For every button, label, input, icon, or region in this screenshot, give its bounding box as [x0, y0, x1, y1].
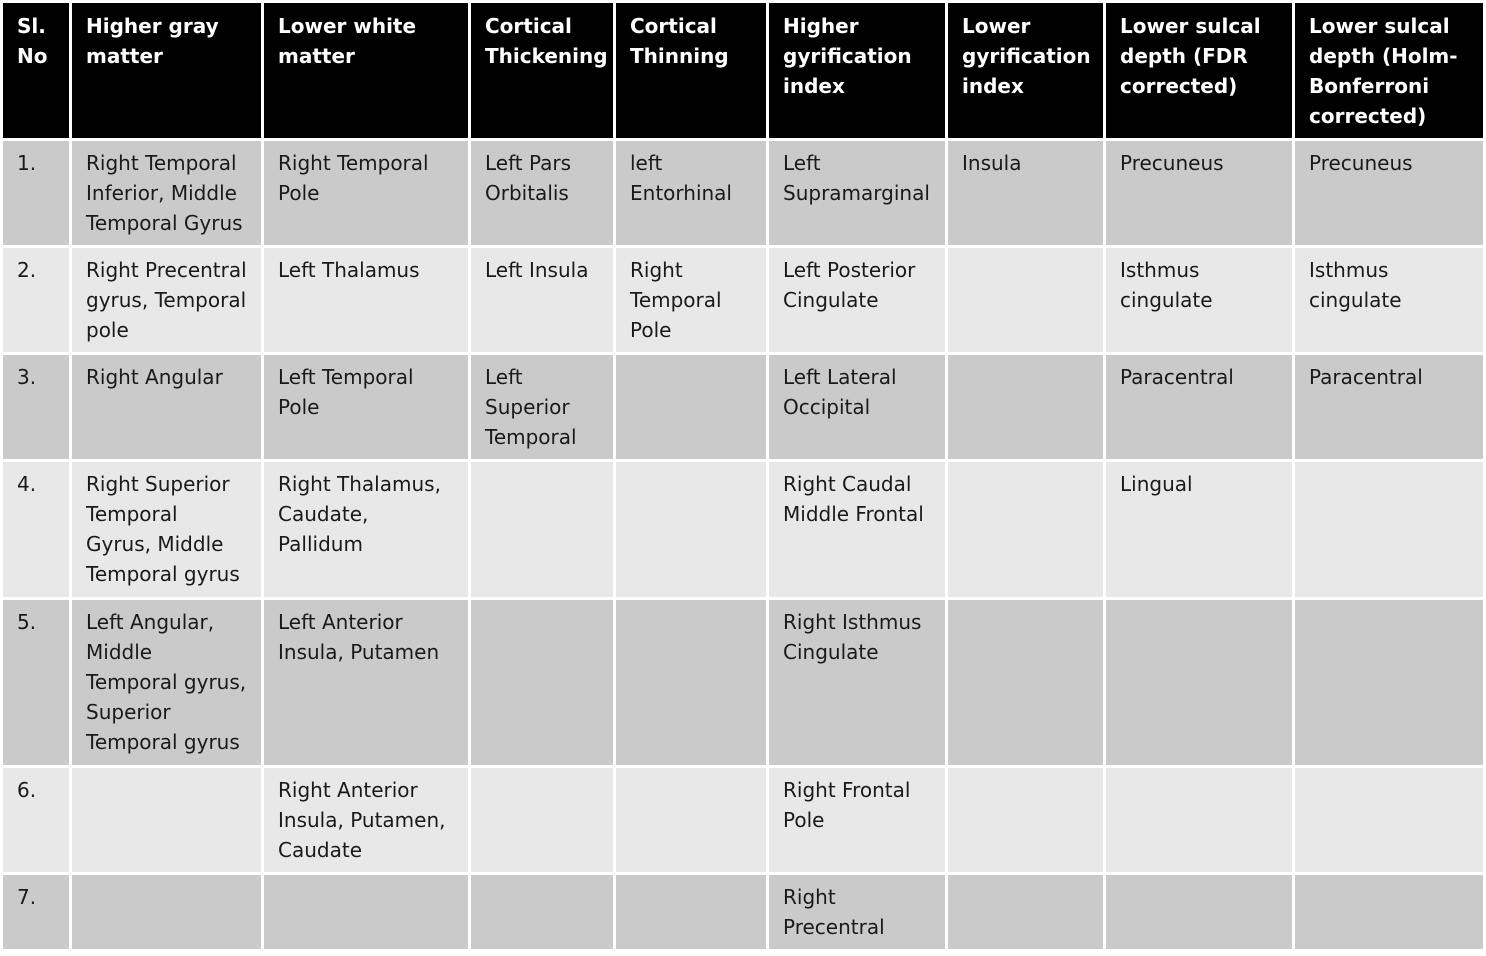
table-cell	[1294, 599, 1485, 767]
header-lower-sulcal-depth-fdr: Lower sulcal depth (FDR corrected)	[1105, 2, 1294, 140]
table-cell: 1.	[2, 140, 71, 247]
table-cell: Right Anterior Insula, Putamen, Caudate	[263, 767, 470, 874]
table-cell: Left Lateral Occipital	[768, 354, 947, 461]
table-cell: Paracentral	[1105, 354, 1294, 461]
table-cell: Right Precentral gyrus, Temporal pole	[71, 247, 263, 354]
table-cell: Left Insula	[470, 247, 615, 354]
table-cell	[615, 461, 768, 599]
table-row	[2, 354, 1485, 461]
table-cell: Right Angular	[71, 354, 263, 461]
table-cell: Right Caudal Middle Frontal	[768, 461, 947, 599]
table-cell: Left Supramarginal	[768, 140, 947, 247]
table-cell: Right Precentral	[768, 874, 947, 951]
table-cell: 5.	[2, 599, 71, 767]
table-cell: Right Thalamus, Caudate, Pallidum	[263, 461, 470, 599]
table-cell: Right Temporal Pole	[615, 247, 768, 354]
table-cell: Right Temporal Pole	[263, 140, 470, 247]
table-cell	[947, 247, 1105, 354]
table-cell	[71, 874, 263, 951]
table-cell	[470, 599, 615, 767]
table-cell	[470, 874, 615, 951]
table-cell	[1294, 461, 1485, 599]
table-cell: Right Isthmus Cingulate	[768, 599, 947, 767]
header-higher-gyrification-index: Higher gyrification index	[768, 2, 947, 140]
header-lower-gyrification-index: Lower gyrification index	[947, 2, 1105, 140]
table-cell: Paracentral	[1294, 354, 1485, 461]
table-cell	[1105, 874, 1294, 951]
table-cell	[1294, 767, 1485, 874]
table-cell	[470, 767, 615, 874]
header-higher-gray-matter: Higher gray matter	[71, 2, 263, 140]
table-cell	[71, 767, 263, 874]
table-row	[2, 767, 1485, 874]
table-cell: Left Superior Temporal	[470, 354, 615, 461]
table-cell	[1294, 874, 1485, 951]
table-cell: Insula	[947, 140, 1105, 247]
table-cell: 2.	[2, 247, 71, 354]
table-cell: 4.	[2, 461, 71, 599]
table-cell	[615, 354, 768, 461]
table-cell: Isthmus cingulate	[1105, 247, 1294, 354]
table-cell: Right Temporal Inferior, Middle Temporal Gyrus	[71, 140, 263, 247]
table-cell: 6.	[2, 767, 71, 874]
table-cell: Right Frontal Pole	[768, 767, 947, 874]
table-cell	[615, 874, 768, 951]
header-cortical-thickening: Cortical Thickening	[470, 2, 615, 140]
table-cell	[947, 461, 1105, 599]
table-cell: Right Superior Temporal Gyrus, Middle Temporal gyrus	[71, 461, 263, 599]
table-cell: Isthmus cingulate	[1294, 247, 1485, 354]
table-cell	[470, 461, 615, 599]
table-cell	[615, 767, 768, 874]
table-cell: Left Thalamus	[263, 247, 470, 354]
table-cell: left Entorhinal	[615, 140, 768, 247]
table-cell: 7.	[2, 874, 71, 951]
table-cell	[947, 874, 1105, 951]
header-lower-white-matter: Lower white matter	[263, 2, 470, 140]
header-sl-no: Sl. No	[2, 2, 71, 140]
header-lower-sulcal-depth-holm: Lower sulcal depth (Holm-Bonferroni corrected)	[1294, 2, 1485, 140]
table-cell: Left Angular, Middle Temporal gyrus, Superior Temporal gyrus	[71, 599, 263, 767]
table-row	[2, 247, 1485, 354]
table-row	[2, 140, 1485, 247]
table-cell	[1105, 599, 1294, 767]
table-cell	[947, 599, 1105, 767]
table-cell: Left Anterior Insula, Putamen	[263, 599, 470, 767]
table-cell: Left Temporal Pole	[263, 354, 470, 461]
header-row	[2, 2, 1485, 140]
table-cell	[947, 767, 1105, 874]
table-cell: Left Pars Orbitalis	[470, 140, 615, 247]
table-cell	[615, 599, 768, 767]
table-cell: Lingual	[1105, 461, 1294, 599]
header-cortical-thinning: Cortical Thinning	[615, 2, 768, 140]
table-cell: Precuneus	[1294, 140, 1485, 247]
table-cell: Left Posterior Cingulate	[768, 247, 947, 354]
table-cell: Precuneus	[1105, 140, 1294, 247]
table-row	[2, 599, 1485, 767]
table-row	[2, 461, 1485, 599]
table-cell	[263, 874, 470, 951]
table-cell	[947, 354, 1105, 461]
table-cell	[1105, 767, 1294, 874]
table-cell: 3.	[2, 354, 71, 461]
table-row	[2, 874, 1485, 951]
